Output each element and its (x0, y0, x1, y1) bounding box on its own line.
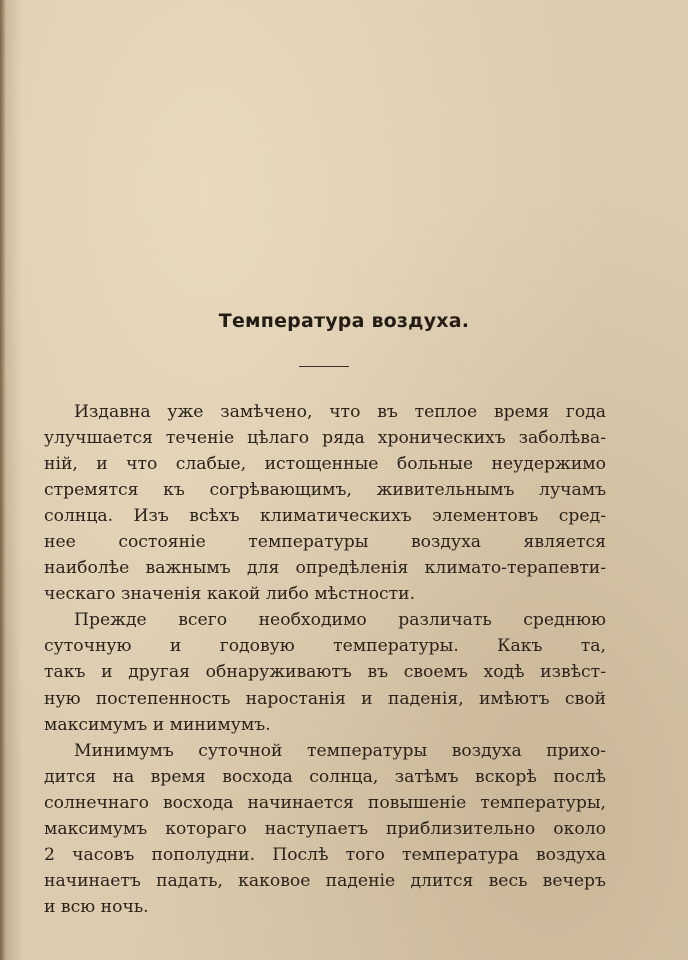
page-title: Температура воздуха. (218, 310, 470, 332)
paragraph-1-line-2: улучшается теченіе цѣлаго ряда хроническихъ заболѣва- (44, 428, 606, 449)
body-text (44, 399, 606, 920)
paragraph-1-line-1: Издавна уже замѣчено, что въ теплое время года (74, 402, 606, 422)
paragraph-2-line-1: Прежде всего необходимо различать среднюю (74, 610, 606, 631)
title-divider (299, 366, 349, 367)
paragraph-2-line-5: максимумъ и минимумъ. (44, 714, 271, 735)
paragraph-3-line-6: начинаетъ падать, каковое паденіе длится весь вечеръ (44, 870, 606, 891)
paragraph-2-line-2: суточную и годовую температуры. Какъ та, (44, 636, 606, 657)
paragraph-3-line-7: и всю ночь. (44, 896, 149, 917)
paragraph-3-line-1: Минимумъ суточной температуры воздуха прихо- (74, 740, 606, 761)
paragraph-3-line-4: максимумъ котораго наступаетъ приблизительно около (44, 818, 606, 839)
paragraph-3-line-5: 2 часовъ пополудни. Послѣ того температура воздуха (44, 844, 606, 865)
paragraph-1-line-3: ній, и что слабые, истощенные больные неудержимо (44, 454, 606, 475)
paragraph-3-line-2: дится на время восхода солнца, затѣмъ вскорѣ послѣ (44, 766, 606, 787)
paragraph-1-line-8: ческаго значенія какой либо мѣстности. (44, 584, 416, 605)
page-binding-edge (0, 0, 6, 960)
paragraph-2-line-3: такъ и другая обнаруживаютъ въ своемъ ходѣ извѣст- (44, 662, 606, 683)
paragraph-1-line-6: нее состояніе температуры воздуха является (44, 532, 606, 553)
paragraph-1-line-7: наиболѣе важнымъ для опредѣленія климато-терапевти- (44, 558, 606, 579)
paragraph-1-line-5: солнца. Изъ всѣхъ климатическихъ элементовъ сред- (44, 506, 606, 527)
paragraph-3-line-3: солнечнаго восхода начинается повышеніе температуры, (44, 792, 606, 813)
paragraph-1-line-4: стремятся къ согрѣвающимъ, живительнымъ лучамъ (44, 480, 606, 501)
paragraph-2-line-4: ную постепенность наростанія и паденія, имѣютъ свой (44, 688, 606, 709)
